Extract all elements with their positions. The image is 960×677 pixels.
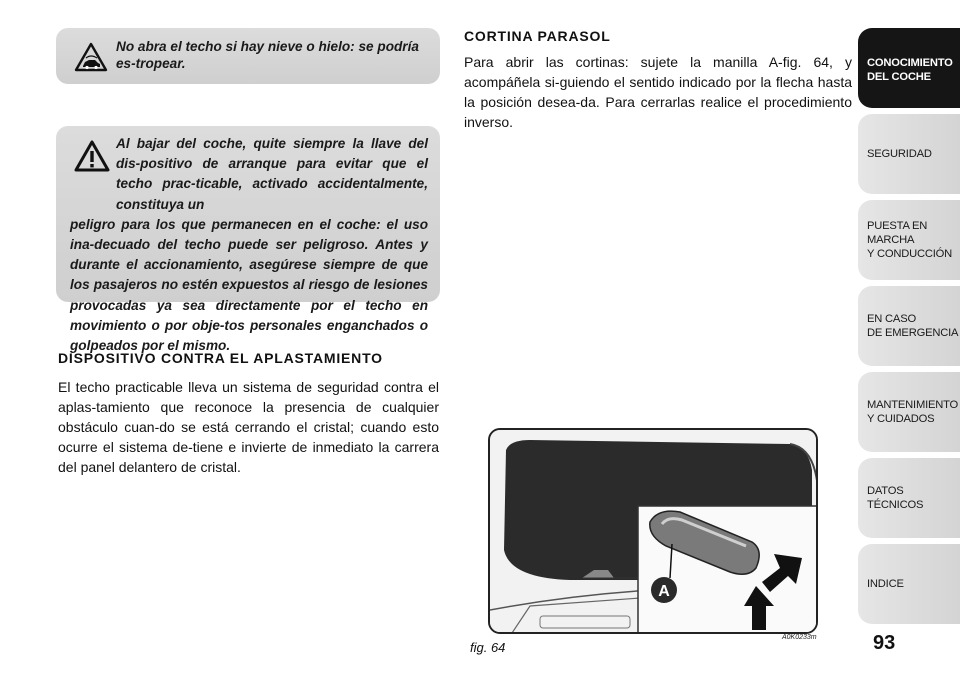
section-body-sunshade: Para abrir las cortinas: sujete la manilla A-fig. 64, y acompáñela si-guiendo el sentido indicado por la flecha hasta la posición desea-da. Para cerrarlas realice el procedimiento inverso. — [464, 54, 852, 130]
callout-a: A — [658, 583, 670, 600]
section-body-anti-pinch: El techo practicable lleva un sistema de seguridad contra el aplas-tamiento que reconoce la presencia de cualquier obstáculo cuan-do se está cerrando el cristal; cuando esto ocurre el sistema de-tiene e invierte de inmediato la carrera del panel delantero de cristal. — [58, 379, 439, 475]
tab-datos-tecnicos[interactable]: DATOS TÉCNICOS — [858, 458, 960, 538]
tab-indice[interactable]: INDICE — [858, 544, 960, 624]
figure-code: A0K0233m — [782, 634, 817, 641]
warning-note-key-text: peligro para los que permanecen en el coche: el uso ina-decuado del techo puede ser peligroso. Antes y durante el accionamiento, asegúrese siempre de que los pasajeros no estén expuestos al riesgo de lesiones provocadas ya sea directamente por el techo en movimiento o por obje-tos personales enganchados o golpeados por el mismo. — [70, 216, 428, 354]
tab-mantenimiento[interactable]: MANTENIMIENTO Y CUIDADOS — [858, 372, 960, 452]
figure-64 — [488, 428, 818, 634]
sunshade-illustration — [490, 430, 818, 634]
warning-note-key-lead: Al bajar del coche, quite siempre la llave del dis-positivo de arranque para evitar que el techo prac-ticable, activado accidentalmente, constituya un — [116, 136, 428, 212]
warning-note-snow — [56, 28, 440, 84]
section-title-sunshade: CORTINA PARASOL — [464, 28, 611, 44]
tab-puesta-en-marcha[interactable]: PUESTA EN MARCHA Y CONDUCCIÓN — [858, 200, 960, 280]
tab-en-caso-de-emergencia[interactable]: EN CASO DE EMERGENCIA — [858, 286, 960, 366]
warning-note-key — [56, 126, 440, 354]
page-number: 93 — [873, 632, 896, 654]
tab-seguridad[interactable]: SEGURIDAD — [858, 114, 960, 194]
car-snow-warning-icon — [74, 42, 108, 72]
tab-conocimiento-del-coche[interactable]: CONOCIMIENTO DEL COCHE — [858, 28, 960, 108]
figure-label: fig. 64 — [470, 640, 506, 655]
warning-note-snow-text: No abra el techo si hay nieve o hielo: se podría es-tropear. — [116, 39, 419, 71]
section-title-anti-pinch: DISPOSITIVO CONTRA EL APLASTAMIENTO — [58, 350, 383, 366]
warning-triangle-icon — [74, 140, 110, 172]
